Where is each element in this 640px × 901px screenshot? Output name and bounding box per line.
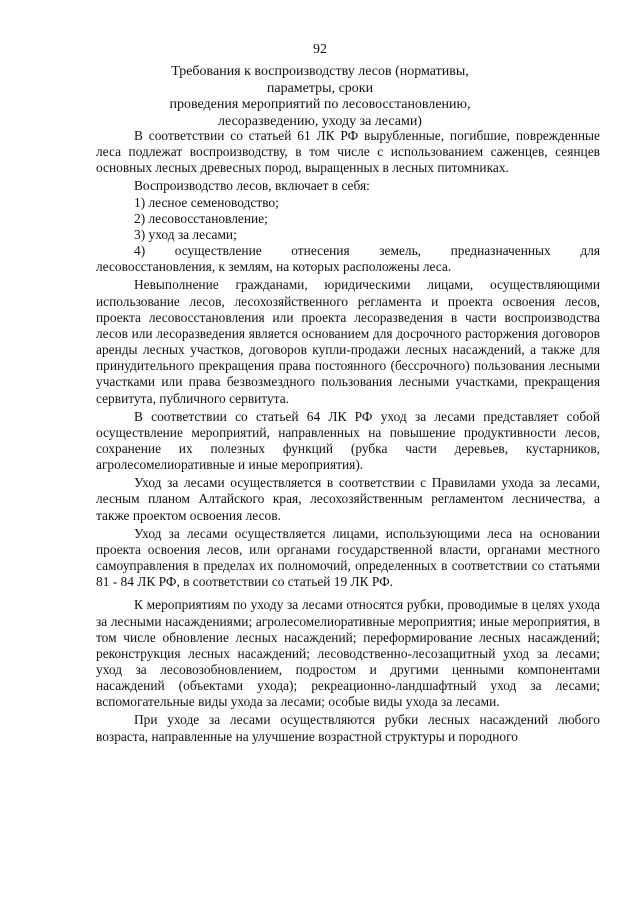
paragraph: Воспроизводство лесов, включает в себя:: [134, 178, 370, 194]
paragraph: При уходе за лесами осуществляются рубки лесных насаждений любого возраста, направленные на улучшение возрастной структуры и породного: [96, 712, 600, 744]
section-title-line: Требования к воспроизводству лесов (нормативы, параметры, сроки: [171, 64, 469, 96]
list-item: 2) лесовосстановление;: [134, 210, 268, 226]
list-item: [96, 243, 600, 275]
body-text: [96, 128, 600, 745]
paragraph: Невыполнение гражданами, юридическими лицами, осуществляющими использование лесов, лесохозяйственного регламента и проекта освоения лесов, проекта лесовосстановления или проекта лесоразведения в части воспроизводства лесов или лесоразведения является основанием для досрочного расторжения договоров аренды лесных участков, договоров купли-продажи лесных насаждений, а также для принудительного прекращения права постоянного (бессрочного) пользования лесными участками или права безвозмездного пользования лесными участками, прекращения сервитута, публичного сервитута.: [96, 277, 600, 406]
section-title-line: проведения мероприятий по лесовосстановлению,: [169, 97, 471, 112]
list-item-line: 4) осуществление отнесения земель, предназначенных для: [134, 243, 600, 259]
list-item-line: лесовосстановления, к землям, на которых расположены леса.: [96, 259, 452, 275]
paragraph: К мероприятиям по уходу за лесами относятся рубки, проводимые в целях ухода за лесными насаждениями; агролесомелиоративные мероприятия; иные мероприятия, в том числе обновление лесных насаждений; переформирование лесных насаждений; реконструкция лесных насаждений; лесоводственно-лесозащитный уход за лесами; уход за лесовозобновлением, подростом и другими ценными компонентами насаждений (объектами ухода); рекреационно-ландшафтный уход за лесами; вспомогательные виды ухода за лесами; особые виды ухода за лесами.: [96, 597, 600, 710]
paragraph: В соответствии со статьей 61 ЛК РФ вырубленные, погибшие, поврежденные леса подлежат воспроизводству, в том числе с использованием саженцев, сеянцев основных лесных древесных пород, выращенных в лесных питомниках.: [96, 128, 600, 176]
list-item: 1) лесное семеноводство;: [134, 194, 279, 210]
paragraph: Уход за лесами осуществляется лицами, использующими леса на основании проекта освоения лесов, или органами государственной власти, органами местного самоуправления в пределах их полномочий, определенных в соответствии со статьями 81 - 84 ЛК РФ, в соответствии со статьей 19 ЛК РФ.: [96, 525, 600, 590]
paragraph: Уход за лесами осуществляется в соответствии с Правилами ухода за лесами, лесным планом Алтайского края, лесохозяйственным регламентом лесничества, а также проектом освоения лесов.: [96, 475, 600, 523]
paragraph: В соответствии со статьей 64 ЛК РФ уход за лесами представляет собой осуществление мероприятий, направленных на повышение продуктивности лесов, сохранение их полезных функций (рубка части деревьев, кустарников, агролесомелиоративные и иные мероприятия).: [96, 408, 600, 473]
list-item: 3) уход за лесами;: [134, 226, 237, 242]
section-title: [150, 64, 490, 130]
page-number: 92: [313, 42, 327, 57]
section-title-line: лесоразведению, уходу за лесами): [218, 113, 422, 129]
